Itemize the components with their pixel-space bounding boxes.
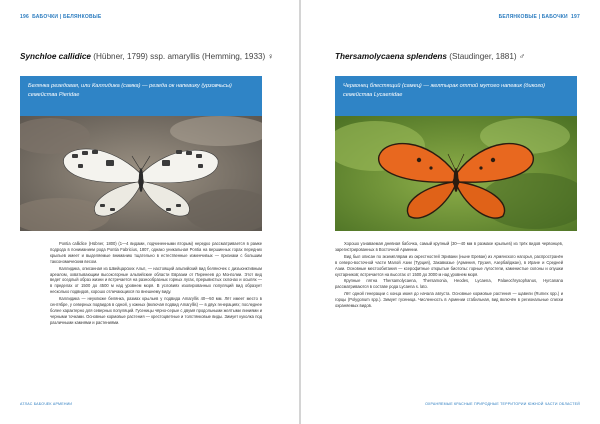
left-footer: АТЛАС БАБОЧЕК АРМЕНИИ: [20, 402, 73, 406]
right-butterfly-photo: [335, 116, 577, 231]
left-page: [0, 0, 299, 424]
male-symbol-icon: ♂: [518, 52, 526, 61]
left-paragraph: Pontia callidice (Hübner, 1800) (1—4 видами, подчиненными вторым) нередко рассматривается в рамке подрода в пониманием рода Pontia Fabricius, 1807, однако уникальная Pontia на вершинных горах передних крыльев имеет и выделяемые вниманию тщательно в естественные изменчивых — признаки с большим таксономическим весом.: [50, 241, 262, 264]
left-paragraph: Каллидика, описанная из Швейцарских Альп, — настоящий альпийский вид беляночек с дизъюнктивным ареалом, охватывающим высокогорные альпийские области Евразии от Пиренеев до Монголии. Этот вид ведет оседлый образ жизни и встречается на разнообразных горных лугах, прерывистых склонах и осыпях — в пределах от 1500 до 4500 м над уровнем моря. В условиях изолированных популяций вид образует несколько подвидов, хорошо отличающихся по внешнему виду.: [50, 265, 262, 295]
right-body-text: [335, 241, 563, 310]
right-section-label: БЕЛЯНКОВЫЕ | БАБОЧКИ: [498, 14, 568, 20]
right-species-author: (Staudinger, 1881): [449, 52, 517, 61]
right-caption-box: [335, 76, 577, 116]
left-page-number: 196: [20, 14, 29, 20]
left-species-author: (Hübner, 1799) ssp. amaryllis (Hemming, 1933): [93, 52, 266, 61]
right-footer: ОХРАНЯЕМЫЕ КРАСНЫЕ ПРИРОДНЫЕ ТЕРРИТОРИИ ЮЖНОЙ ЧАСТИ ОБЛАСТЕЙ: [425, 402, 580, 406]
left-species-latin: Synchloe callidice: [20, 52, 91, 61]
right-running-head: [499, 14, 580, 20]
left-running-head: [20, 14, 101, 20]
right-page: [301, 0, 600, 424]
right-paragraph: Лёт одной генерации с конца июня до начала августа. Основные кормовые растения — щавели (Rumex spp.) и горцы (Polygonum spp.). Зимует гусеница. Численность в Армении стабильная, вид включён в региональные списки охраняемых видов.: [335, 291, 563, 309]
right-paragraph: Вид был описан по экземплярам из окрестностей Эривани (ныне Ереван) из Армянского нагорья, распространён в северо-восточной части Малой Азии (Турция), Закавказье (Армения, Грузия, Азербайджан), в Иране и Средней Азии. Основные местообитания — ксерофитные открытые биотопы: горные лугостепи, каменистые склоны и опушки кустарников; встречается на высотах от 1500 до 3000 м над уровнем моря.: [335, 253, 563, 277]
left-species-title: [20, 52, 274, 61]
white-butterfly-illustration: [20, 116, 262, 231]
left-paragraph: Каллидика — неуклюже белянка, размах крыльев у подвида Amaryllis 40—50 мм. Лёт имеет место в сентябре, у северных подвидов в одной, у южных (включая подвид Amaryllis) — в двух генерациях; последнее более характерно для северных популяций. Гусеницы чёрно-серые с двумя продольными желтыми линиями и черными точками. Основные кормовые растения — крестоцветные и толстянковые виды. Зимует куколка под различными камнями и растениями.: [50, 296, 262, 325]
female-symbol-icon: ♀: [267, 52, 274, 61]
right-paragraph: Хорошо узнаваемая дневная бабочка, самый крупный (30—40 мм в размахе крыльев) из трёх видов червонцев, зарегистрированных в Восточной Армении.: [335, 241, 563, 252]
left-caption: Белянка резедовая, или Каллидика (самка) — резеда ок напевику (урзовчьсы) семейства Pieridae: [28, 83, 232, 98]
right-species-latin: Thersamolycaena splendens: [335, 52, 447, 61]
left-body-text: [50, 241, 262, 327]
right-page-number: 197: [571, 14, 580, 20]
right-caption: Червонец блестящий (самец) — желтырак оттой мутэго напевик (дикого) семейства Lycaenidae: [343, 83, 546, 98]
left-section-label: БАБОЧКИ | БЕЛЯНКОВЫЕ: [32, 14, 102, 20]
right-species-title: [335, 52, 525, 61]
left-caption-box: [20, 76, 262, 116]
right-paragraph: Крупные пятна Thersamolycaena, Thersamonia, Heodes, Lycaena, Palaeochrysophanus, Hyrcanana рассматриваются в составе рода Lycaena s. lato.: [335, 278, 563, 290]
left-butterfly-photo: [20, 116, 262, 231]
orange-butterfly-illustration: [335, 116, 577, 231]
